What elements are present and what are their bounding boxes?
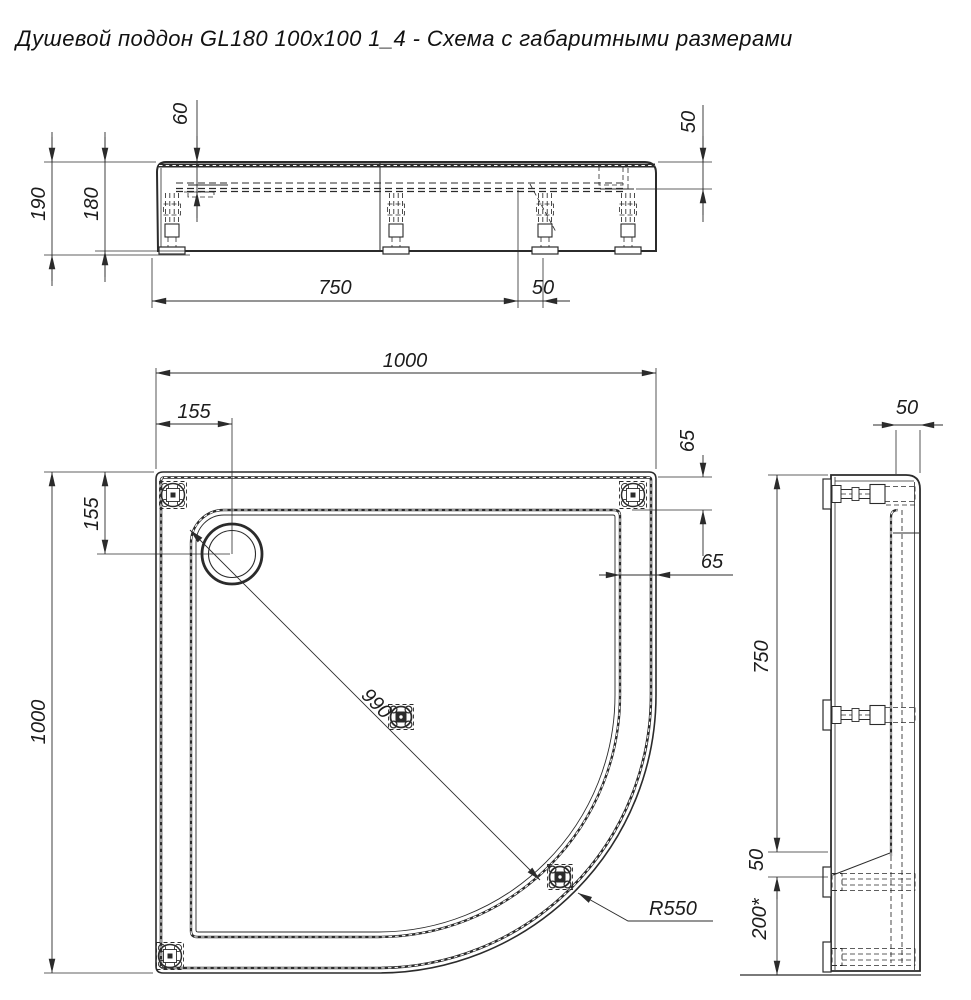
front-tray-outline xyxy=(157,162,656,251)
plan-foot-marker-top-right xyxy=(620,482,647,509)
front-leg-4 xyxy=(615,193,641,254)
dim-side-leg-span xyxy=(751,475,828,852)
dim-plan-diagonal-label: 990 xyxy=(356,684,396,724)
dim-front-leg-offset xyxy=(518,258,570,308)
dim-plan-length xyxy=(28,472,154,973)
dim-front-rim-height-label: 50 xyxy=(678,110,700,134)
dim-side-leg-margin xyxy=(749,877,777,975)
dim-plan-diagonal xyxy=(190,530,540,880)
dim-plan-drain-offset-y-label: 155 xyxy=(81,497,103,531)
side-elevation-view xyxy=(740,397,943,975)
dim-plan-rim-side-label: 65 xyxy=(700,551,724,573)
dim-side-leg-margin-label: 200* xyxy=(749,898,771,940)
dim-side-leg-span-label: 750 xyxy=(751,640,773,674)
dim-plan-corner-radius-label: R550 xyxy=(649,898,697,920)
dim-plan-corner-radius xyxy=(578,893,713,921)
side-leg-hidden-2 xyxy=(823,942,915,972)
page-title: Душевой поддон GL180 100x100 1_4 - Схема с габаритными размерами xyxy=(16,26,793,51)
dim-front-basin-depth-label: 60 xyxy=(170,102,192,126)
dim-plan-width xyxy=(156,350,656,469)
front-leg-1 xyxy=(159,193,185,254)
front-leg-3 xyxy=(532,193,558,254)
front-leg-2 xyxy=(383,193,409,254)
side-arc-silhouette-line xyxy=(833,853,890,875)
dim-plan-width-label: 1000 xyxy=(382,350,428,372)
plan-foot-marker-arc xyxy=(548,865,573,890)
dim-front-total-height-label: 190 xyxy=(28,187,50,221)
dim-side-rim-width-label: 50 xyxy=(895,397,919,419)
dim-plan-rim-top-label: 65 xyxy=(677,429,699,453)
dim-front-leg-offset-label: 50 xyxy=(531,277,555,299)
side-leg-middle xyxy=(823,700,915,730)
dim-front-body-height-label: 180 xyxy=(81,187,103,221)
front-elevation-view xyxy=(28,100,712,308)
dim-front-leg-span-label: 750 xyxy=(318,277,352,299)
dim-side-leg-gap xyxy=(746,849,828,899)
dim-front-leg-span xyxy=(152,190,518,308)
dim-side-rim-width xyxy=(873,397,943,474)
side-leg-hidden-1 xyxy=(823,867,915,897)
dim-front-body-height xyxy=(81,132,105,282)
side-leg-top xyxy=(823,479,915,509)
dim-plan-length-label: 1000 xyxy=(28,699,50,745)
plan-foot-marker-top-left xyxy=(160,482,187,509)
plan-view xyxy=(28,350,733,973)
dim-plan-drain-offset-x-label: 155 xyxy=(177,401,211,423)
dim-side-leg-gap-label: 50 xyxy=(746,848,768,872)
